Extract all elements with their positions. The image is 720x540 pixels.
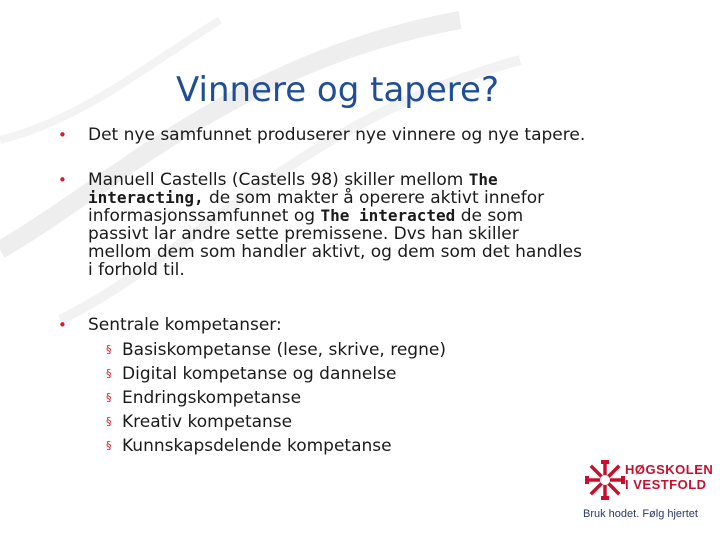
hive-logo — [583, 458, 713, 528]
bullet-dot: • — [58, 126, 67, 144]
text-span: informasjonssamfunnet og — [88, 206, 321, 226]
paragraph-line: mellom dem som handler aktivt, og dem som det handles — [88, 242, 582, 262]
square-bullet-icon: § — [106, 367, 112, 380]
paragraph-line: i forhold til. — [88, 260, 185, 280]
bullet-paragraph — [88, 171, 688, 279]
slide-title: Vinnere og tapere? — [176, 70, 499, 110]
square-bullet-icon: § — [106, 439, 112, 452]
bullet-dot: • — [58, 171, 67, 189]
paragraph-line — [88, 189, 688, 207]
bullet-dot: • — [58, 316, 67, 334]
paragraph-line — [88, 207, 688, 225]
logo-name — [625, 462, 713, 492]
text-span: de som makter å operere aktivt innefor — [203, 188, 545, 208]
logo-name-line: HØGSKOLEN — [625, 462, 714, 477]
logo-slogan: Bruk hodet. Følg hjertet — [583, 508, 698, 520]
logo-name-line: I VESTFOLD — [625, 477, 707, 492]
emphasis-term: interacting, — [88, 188, 204, 207]
bullet-text: Det nye samfunnet produserer nye vinnere og nye tapere. — [88, 125, 586, 145]
sub-item-text: Basiskompetanse (lese, skrive, regne) — [122, 340, 446, 360]
snowflake-icon — [585, 460, 625, 500]
square-bullet-icon: § — [106, 391, 112, 404]
sub-item-text: Kunnskapsdelende kompetanse — [122, 436, 392, 456]
bullet-text: Sentrale kompetanser: — [88, 315, 282, 335]
text-span: de som — [455, 206, 524, 226]
sub-item-text: Endringskompetanse — [122, 388, 302, 408]
emphasis-term: The — [468, 170, 498, 189]
emphasis-term: The interacted — [320, 206, 456, 225]
sub-item-text: Kreativ kompetanse — [122, 412, 293, 432]
square-bullet-icon: § — [106, 415, 112, 428]
paragraph-line — [88, 171, 688, 189]
paragraph-line: passivt lar andre sette premissene. Dvs han skiller — [88, 224, 519, 244]
square-bullet-icon: § — [106, 343, 112, 356]
text-span: Manuell Castells (Castells 98) skiller mellom — [88, 170, 469, 190]
sub-item-text: Digital kompetanse og dannelse — [122, 364, 397, 384]
